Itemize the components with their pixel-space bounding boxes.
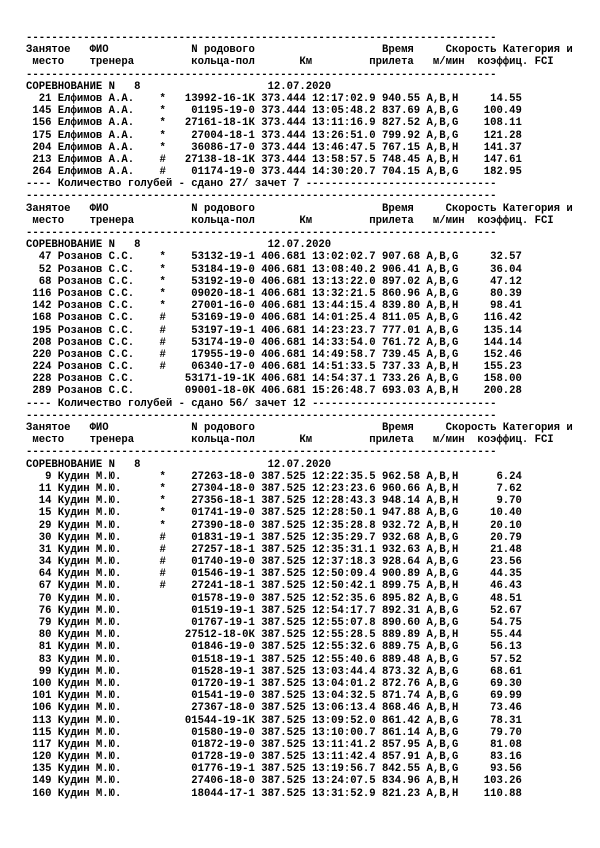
divider: -------------------------------------------------------------------------- bbox=[26, 68, 497, 81]
table-row: 224 Розанов С.С. # 06340-17-0 406.681 14:51:33.5 737.33 A,B,H 155.23 bbox=[26, 361, 522, 374]
table-row: 70 Кудин М.Ю. 01578-19-0 387.525 12:52:35.6 895.82 A,B,G 48.51 bbox=[26, 592, 522, 605]
table-row: 220 Розанов С.С. # 17955-19-0 406.681 14:49:58.7 739.45 A,B,G 152.46 bbox=[26, 348, 522, 361]
divider: -------------------------------------------------------------------------- bbox=[26, 190, 497, 203]
table-row: 29 Кудин М.Ю. * 27390-18-0 387.525 12:35:28.8 932.72 A,B,H 20.10 bbox=[26, 519, 522, 532]
table-row: 31 Кудин М.Ю. # 27257-18-1 387.525 12:35:31.1 932.63 A,B,H 21.48 bbox=[26, 543, 522, 556]
table-header-row: Занятое ФИО N родового Время Скорость Категория и bbox=[26, 422, 573, 434]
table-row: 160 Кудин М.Ю. 18044-17-1 387.525 13:31:52.9 821.23 A,B,H 110.88 bbox=[26, 787, 522, 800]
table-header-row: Занятое ФИО N родового Время Скорость Категория и bbox=[26, 44, 573, 57]
table-row: 149 Кудин М.Ю. 27406-18-0 387.525 13:24:07.5 834.96 A,B,H 103.26 bbox=[26, 775, 522, 788]
table-header-row: Занятое ФИО N родового Время Скорость Категория и bbox=[26, 202, 573, 215]
table-row: 52 Розанов С.С. * 53184-19-0 406.681 13:08:40.2 906.41 A,B,G 36.04 bbox=[26, 263, 522, 276]
table-row: 135 Кудин М.Ю. 01776-19-1 387.525 13:19:56.7 842.55 A,B,G 93.56 bbox=[26, 763, 522, 776]
table-header-row: место тренера кольца-пол Км прилета м/мин коэффиц. FCI bbox=[26, 56, 554, 69]
competition-heading: СОРЕВНОВАНИЕ N 8 12.07.2020 bbox=[26, 80, 332, 93]
table-row: 64 Кудин М.Ю. # 01546-19-1 387.525 12:50:09.4 900.89 A,B,G 44.35 bbox=[26, 568, 522, 581]
table-row: 142 Розанов С.С. * 27001-16-0 406.681 13:44:15.4 839.80 A,B,H 98.41 bbox=[26, 300, 522, 313]
table-row: 204 Елфимов А.А. * 36086-17-0 373.444 13:46:47.5 767.15 A,B,H 141.37 bbox=[26, 141, 522, 154]
table-row: 15 Кудин М.Ю. * 01741-19-0 387.525 12:28:50.1 947.88 A,B,G 10.40 bbox=[26, 507, 522, 520]
table-row: 9 Кудин М.Ю. * 27263-18-0 387.525 12:22:35.5 962.58 A,B,H 6.24 bbox=[26, 470, 522, 483]
table-row: 47 Розанов С.С. * 53132-19-1 406.681 13:02:02.7 907.68 A,B,G 32.57 bbox=[26, 251, 522, 264]
table-row: 100 Кудин М.Ю. 01720-19-1 387.525 13:04:01.2 872.76 A,B,G 69.30 bbox=[26, 677, 522, 690]
competition-heading: СОРЕВНОВАНИЕ N 8 12.07.2020 bbox=[26, 458, 332, 471]
table-row: 120 Кудин М.Ю. 01728-19-0 387.525 13:11:42.4 857.91 A,B,G 83.16 bbox=[26, 751, 522, 764]
table-row: 156 Елфимов А.А. * 27161-18-1К 373.444 13:11:16.9 827.52 A,B,G 108.11 bbox=[26, 117, 522, 130]
table-row: 168 Розанов С.С. # 53169-19-0 406.681 14:01:25.4 811.05 A,B,G 116.42 bbox=[26, 312, 522, 325]
table-row: 11 Кудин М.Ю. * 27304-18-0 387.525 12:23:23.6 960.66 A,B,H 7.62 bbox=[26, 482, 522, 495]
table-row: 113 Кудин М.Ю. 01544-19-1К 387.525 13:09:52.0 861.42 A,B,G 78.31 bbox=[26, 714, 522, 727]
results-report bbox=[26, 32, 573, 800]
table-row: 81 Кудин М.Ю. 01846-19-0 387.525 12:55:32.6 889.75 A,B,G 56.13 bbox=[26, 641, 522, 654]
table-row: 208 Розанов С.С. # 53174-19-0 406.681 14:33:54.0 761.72 A,B,G 144.14 bbox=[26, 336, 522, 349]
table-row: 21 Елфимов А.А. * 13992-16-1К 373.444 12:17:02.9 940.55 A,B,H 14.55 bbox=[26, 92, 522, 105]
table-row: 101 Кудин М.Ю. 01541-19-0 387.525 13:04:32.5 871.74 A,B,G 69.99 bbox=[26, 690, 522, 703]
divider: -------------------------------------------------------------------------- bbox=[26, 409, 497, 422]
table-row: 175 Елфимов А.А. * 27004-18-1 373.444 13:26:51.0 799.92 A,B,G 121.28 bbox=[26, 129, 522, 142]
table-header-row: место тренера кольца-пол Км прилета м/мин коэффиц. FCI bbox=[26, 434, 554, 447]
table-row: 99 Кудин М.Ю. 01528-19-1 387.525 13:03:44.4 873.32 A,B,G 68.61 bbox=[26, 665, 522, 678]
table-row: 289 Розанов С.С. 09001-18-0К 406.681 15:26:48.7 693.03 A,B,H 200.28 bbox=[26, 385, 522, 398]
table-row: 264 Елфимов А.А. # 01174-19-0 373.444 14:30:20.7 704.15 A,B,G 182.95 bbox=[26, 166, 522, 179]
table-row: 195 Розанов С.С. # 53197-19-1 406.681 14:23:23.7 777.01 A,B,G 135.14 bbox=[26, 324, 522, 337]
table-row: 115 Кудин М.Ю. 01580-19-0 387.525 13:10:00.7 861.14 A,B,G 79.70 bbox=[26, 726, 522, 739]
table-row: 117 Кудин М.Ю. 01872-19-0 387.525 13:11:41.2 857.95 A,B,G 81.08 bbox=[26, 738, 522, 751]
table-row: 79 Кудин М.Ю. 01767-19-1 387.525 12:55:07.8 890.60 A,B,G 54.75 bbox=[26, 617, 522, 629]
table-row: 145 Елфимов А.А. * 01195-19-0 373.444 13:05:48.2 837.69 A,B,G 100.49 bbox=[26, 105, 522, 118]
table-row: 228 Розанов С.С. 53171-19-1К 406.681 14:54:37.1 733.26 A,B,G 158.00 bbox=[26, 373, 522, 386]
table-row: 68 Розанов С.С. * 53192-19-0 406.681 13:13:22.0 897.02 A,B,G 47.12 bbox=[26, 275, 522, 288]
table-row: 76 Кудин М.Ю. 01519-19-1 387.525 12:54:17.7 892.31 A,B,G 52.67 bbox=[26, 604, 522, 617]
table-header-row: место тренера кольца-пол Км прилета м/мин коэффиц. FCI bbox=[26, 214, 554, 227]
table-row: 67 Кудин М.Ю. # 27241-18-1 387.525 12:50:42.1 899.75 A,B,H 46.43 bbox=[26, 580, 522, 593]
table-row: 34 Кудин М.Ю. # 01740-19-0 387.525 12:37:18.3 928.64 A,B,G 23.56 bbox=[26, 556, 522, 569]
competition-heading: СОРЕВНОВАНИЕ N 8 12.07.2020 bbox=[26, 239, 332, 252]
divider: -------------------------------------------------------------------------- bbox=[26, 32, 497, 44]
divider: -------------------------------------------------------------------------- bbox=[26, 227, 497, 239]
summary-line: ---- Количество голубей - сдано 27/ зачет 7 ------------------------------ bbox=[26, 178, 497, 191]
summary-line: ---- Количество голубей - сдано 56/ зачет 12 ----------------------------- bbox=[26, 397, 497, 410]
table-row: 80 Кудин М.Ю. 27512-18-0К 387.525 12:55:28.5 889.89 A,B,H 55.44 bbox=[26, 629, 522, 642]
table-row: 14 Кудин М.Ю. * 27356-18-1 387.525 12:28:43.3 948.14 A,B,H 9.70 bbox=[26, 495, 522, 508]
divider: -------------------------------------------------------------------------- bbox=[26, 446, 497, 459]
table-row: 213 Елфимов А.А. # 27138-18-1К 373.444 13:58:57.5 748.45 A,B,H 147.61 bbox=[26, 153, 522, 166]
table-row: 83 Кудин М.Ю. 01518-19-1 387.525 12:55:40.6 889.48 A,B,G 57.52 bbox=[26, 653, 522, 666]
table-row: 116 Розанов С.С. * 09020-18-1 406.681 13:32:21.5 860.96 A,B,G 80.39 bbox=[26, 287, 522, 300]
table-row: 106 Кудин М.Ю. 27367-18-0 387.525 13:06:13.4 868.46 A,B,H 73.46 bbox=[26, 702, 522, 715]
table-row: 30 Кудин М.Ю. # 01831-19-1 387.525 12:35:29.7 932.68 A,B,G 20.79 bbox=[26, 531, 522, 544]
